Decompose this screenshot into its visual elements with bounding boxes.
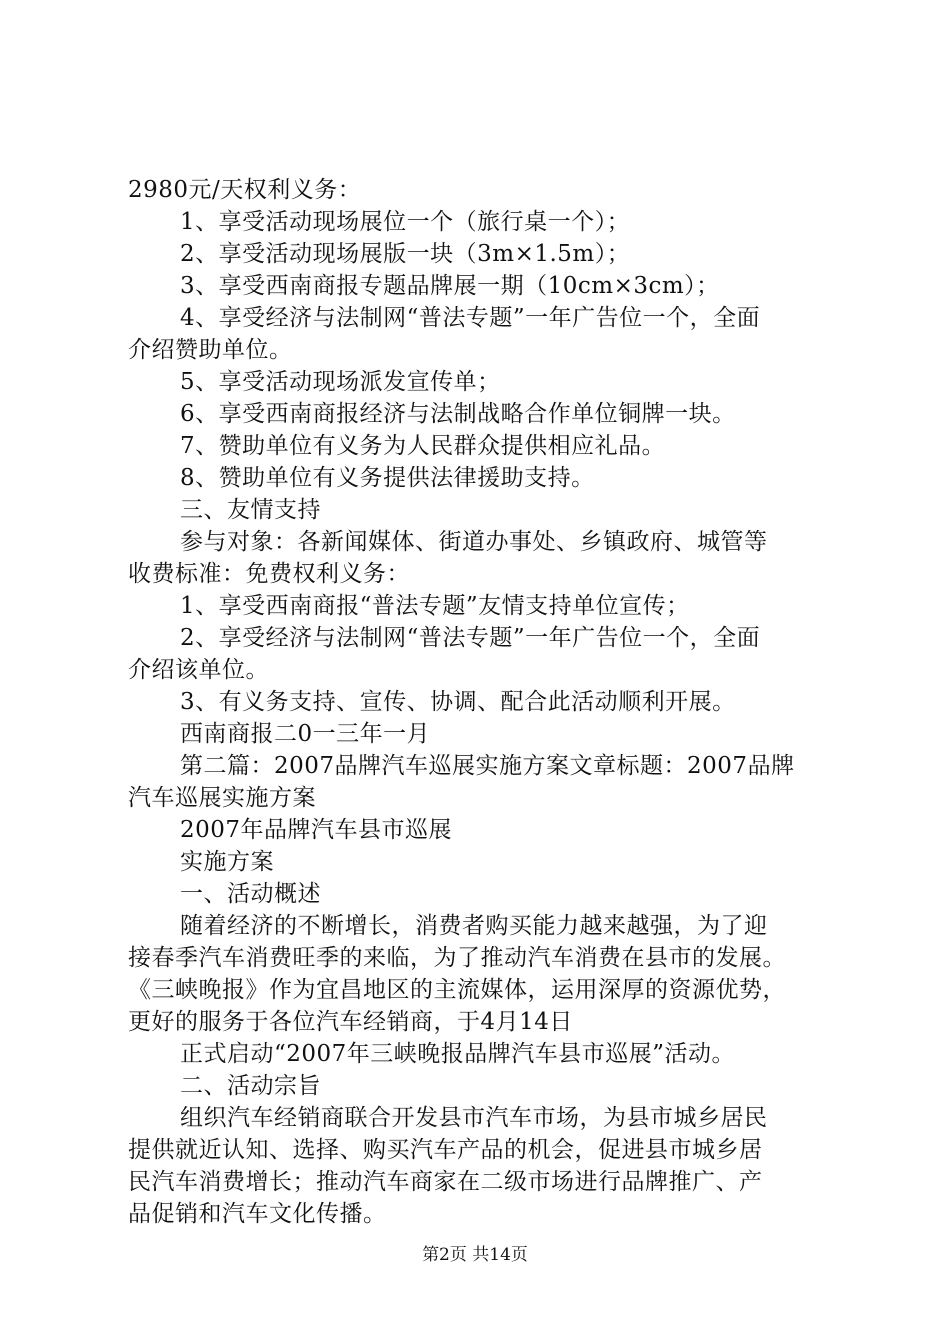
text-line: 民汽车消费增长；推动汽车商家在二级市场进行品牌推广、产 <box>128 1169 763 1195</box>
text-line: 实施方案 <box>180 849 274 875</box>
text-line: 6、享受西南商报经济与法制战略合作单位铜牌一块。 <box>180 401 736 427</box>
text-line: 2、享受活动现场展版一块（3m×1.5m）； <box>180 241 631 267</box>
text-line: 2007年品牌汽车县市巡展 <box>180 817 453 843</box>
text-line: 二、活动宗旨 <box>180 1073 321 1099</box>
text-line: 一、活动概述 <box>180 881 321 907</box>
text-line: 1、享受西南商报“普法专题”友情支持单位宣传； <box>180 593 690 619</box>
text-line: 介绍该单位。 <box>128 657 269 683</box>
text-line: 第二篇：2007品牌汽车巡展实施方案文章标题：2007品牌 <box>180 753 795 779</box>
text-line: 参与对象：各新闻媒体、街道办事处、乡镇政府、城管等 <box>180 529 768 555</box>
text-line: 4、享受经济与法制网“普法专题”一年广告位一个，全面 <box>180 305 761 331</box>
text-line: 《三峡晚报》作为宜昌地区的主流媒体，运用深厚的资源优势， <box>128 977 786 1003</box>
text-line: 正式启动“2007年三峡晚报品牌汽车县市巡展”活动。 <box>180 1041 736 1067</box>
text-line: 组织汽车经销商联合开发县市汽车市场，为县市城乡居民 <box>180 1105 768 1131</box>
text-line: 三、友情支持 <box>180 497 321 523</box>
text-line: 介绍赞助单位。 <box>128 337 293 363</box>
text-line: 1、享受活动现场展位一个（旅行桌一个）； <box>180 209 631 235</box>
text-line: 西南商报二0一三年一月 <box>180 721 431 747</box>
text-line: 汽车巡展实施方案 <box>128 785 316 811</box>
text-line: 3、有义务支持、宣传、协调、配合此活动顺利开展。 <box>180 689 736 715</box>
text-line: 随着经济的不断增长，消费者购买能力越来越强，为了迎 <box>180 913 768 939</box>
text-line: 品促销和汽车文化传播。 <box>128 1201 387 1227</box>
text-line: 7、赞助单位有义务为人民群众提供相应礼品。 <box>180 433 666 459</box>
text-line: 8、赞助单位有义务提供法律援助支持。 <box>180 465 595 491</box>
text-line: 接春季汽车消费旺季的来临，为了推动汽车消费在县市的发展。 <box>128 945 786 971</box>
document-body <box>128 174 832 1230</box>
text-line: 提供就近认知、选择、购买汽车产品的机会，促进县市城乡居 <box>128 1137 763 1163</box>
page-footer: 第2页 共14页 <box>422 1245 528 1265</box>
text-line: 收费标准：免费权利义务： <box>128 561 410 587</box>
text-line: 5、享受活动现场派发宣传单； <box>180 369 501 395</box>
text-line: 更好的服务于各位汽车经销商，于4月14日 <box>128 1009 573 1035</box>
text-line: 2980元/天权利义务： <box>128 177 362 203</box>
text-line: 2、享受经济与法制网“普法专题”一年广告位一个，全面 <box>180 625 761 651</box>
text-line: 3、享受西南商报专题品牌展一期（10cm×3cm）； <box>180 273 720 299</box>
